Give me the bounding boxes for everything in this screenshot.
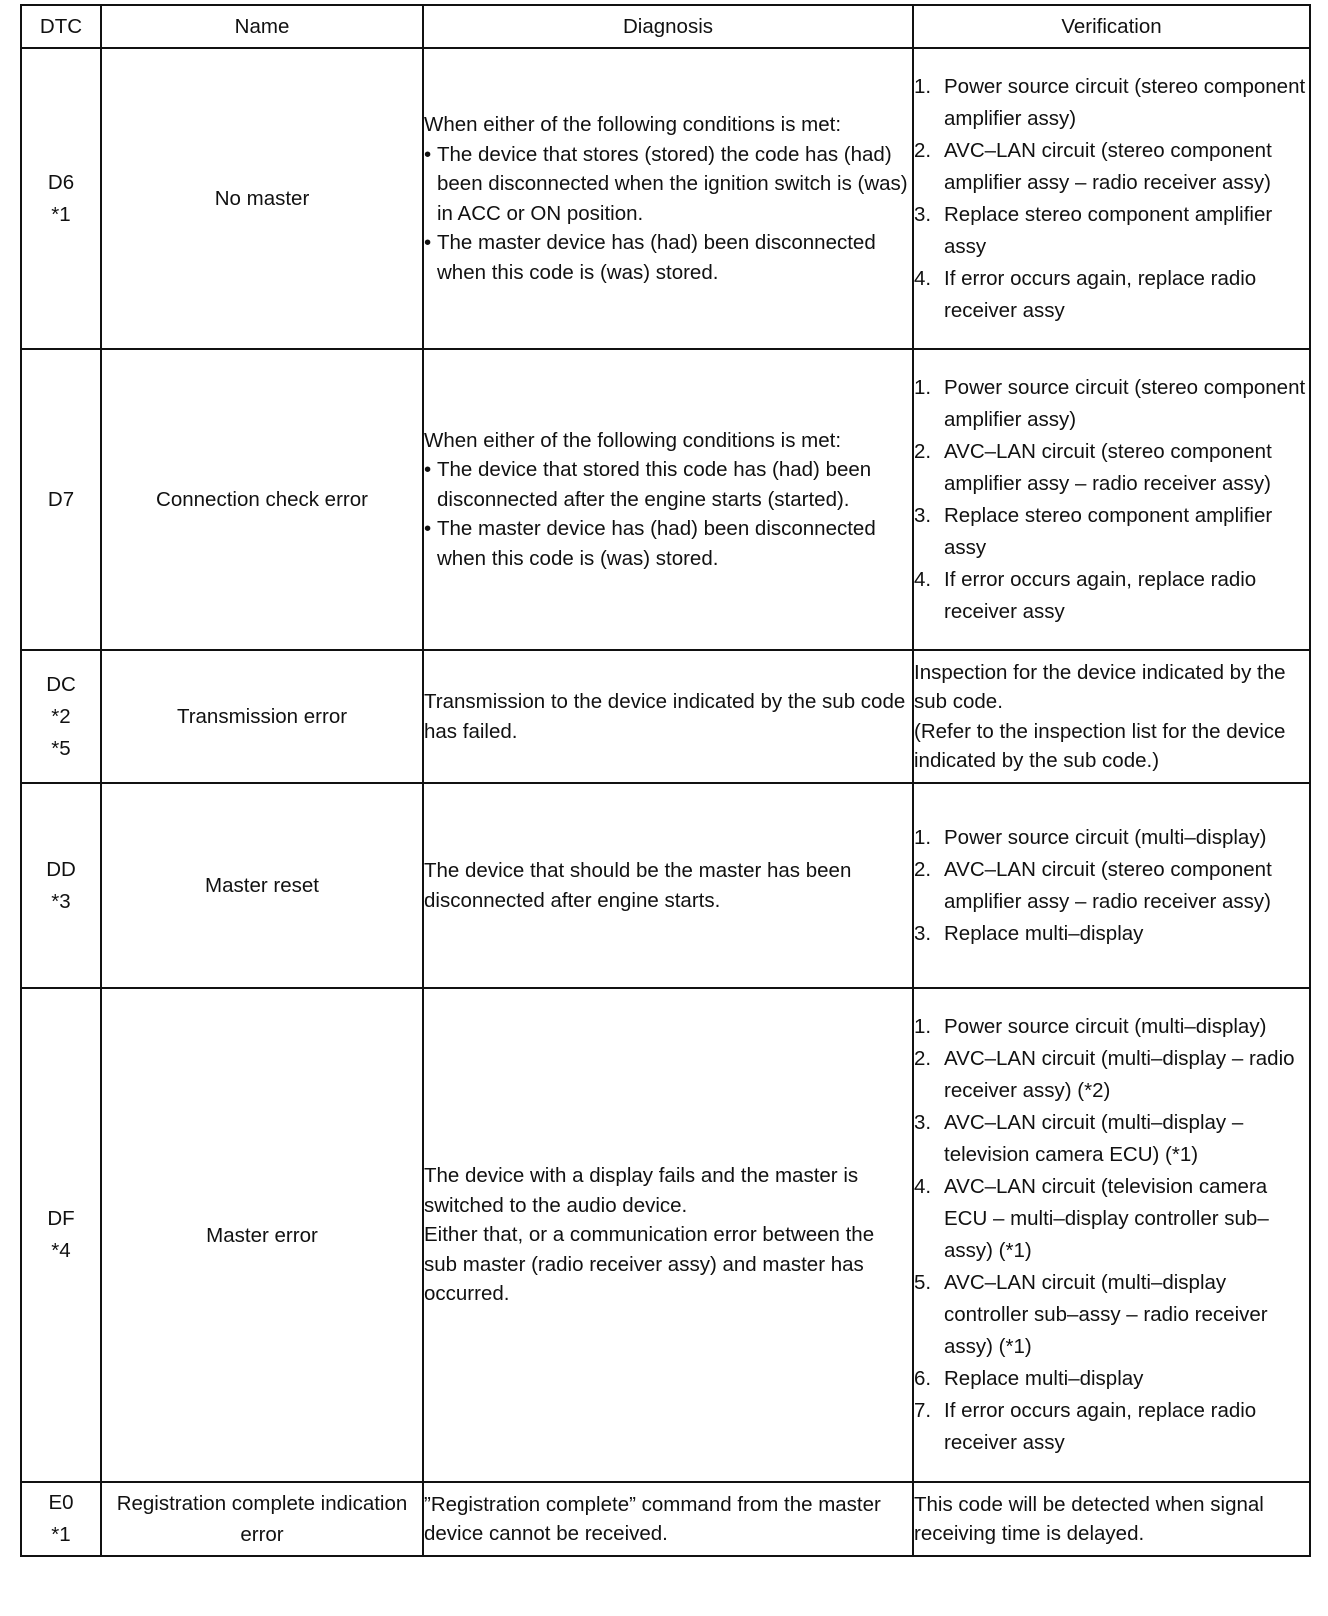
dtc-note: *3: [51, 889, 71, 913]
verification-step: 2. AVC–LAN circuit (stereo component amplifier assy – radio receiver assy): [914, 439, 1272, 495]
diagnosis-cell: [423, 349, 913, 650]
diagnosis-cell: [423, 1482, 913, 1556]
diagnosis-text: The device with a display fails and the master is switched to the audio device.: [424, 1164, 859, 1217]
diagnosis-bullet: • The device that stores (stored) the code has (had) been disconnected when the ignition switch is (was) in ACC or ON position.: [424, 140, 912, 229]
verification-cell: [913, 783, 1310, 988]
header-row: [21, 5, 1310, 48]
verification-text: This code will be detected when signal receiving time is delayed.: [914, 1492, 1264, 1545]
dtc-code: DD: [46, 857, 76, 881]
verification-cell: [913, 650, 1310, 783]
dtc-note: *1: [51, 202, 71, 226]
dtc-code-cell: [21, 349, 101, 650]
dtc-note: *2: [51, 704, 71, 728]
verification-step: 6. Replace multi–display: [914, 1367, 1144, 1390]
verification-step: 3. Replace multi–display: [914, 921, 1144, 945]
dtc-code-cell: [21, 1482, 101, 1556]
dtc-name: Transmission error: [101, 650, 423, 783]
dtc-code-cell: [21, 650, 101, 783]
verification-text: Inspection for the device indicated by the sub code.: [914, 660, 1286, 713]
verification-step: 1. Power source circuit (stereo component amplifier assy): [914, 74, 1306, 130]
diagnosis-cell: [423, 650, 913, 783]
verification-step: 1. Power source circuit (multi–display): [914, 1015, 1267, 1038]
verification-text: (Refer to the inspection list for the device indicated by the sub code.): [914, 719, 1286, 772]
dtc-code-cell: [21, 48, 101, 349]
verification-cell: [913, 1482, 1310, 1556]
dtc-name: Master reset: [101, 783, 423, 988]
verification-steps: [914, 71, 1309, 327]
verification-step: 2. AVC–LAN circuit (stereo component amplifier assy – radio receiver assy): [914, 857, 1272, 913]
dtc-code-cell: [21, 783, 101, 988]
verification-step: 5. AVC–LAN circuit (multi–display controller sub–assy – radio receiver assy) (*1): [914, 1271, 1268, 1358]
diagnosis-intro: When either of the following conditions is met:: [424, 113, 842, 136]
diagnosis-bullet: • The master device has (had) been disconnected when this code is (was) stored.: [424, 514, 912, 573]
dtc-name: No master: [101, 48, 423, 349]
diagnosis-text: ”Registration complete” command from the master device cannot be received.: [424, 1492, 881, 1545]
verification-step: 3. AVC–LAN circuit (multi–display – television camera ECU) (*1): [914, 1111, 1244, 1166]
verification-step: 2. AVC–LAN circuit (multi–display – radio receiver assy) (*2): [914, 1047, 1295, 1102]
table-row: [21, 349, 1310, 650]
verification-steps: [914, 1011, 1309, 1459]
verification-step: 4. If error occurs again, replace radio receiver assy: [914, 567, 1257, 623]
verification-step: 7. If error occurs again, replace radio receiver assy: [914, 1399, 1257, 1454]
table-row: [21, 783, 1310, 988]
dtc-name: Master error: [101, 988, 423, 1482]
dtc-name: Registration complete indication error: [101, 1482, 423, 1556]
header-diagnosis: Diagnosis: [423, 5, 913, 48]
dtc-note: *1: [51, 1523, 71, 1546]
verification-step: 2. AVC–LAN circuit (stereo component amplifier assy – radio receiver assy): [914, 138, 1272, 194]
verification-step: 3. Replace stereo component amplifier assy: [914, 202, 1273, 258]
diagnosis-cell: [423, 48, 913, 349]
verification-step: 3. Replace stereo component amplifier assy: [914, 503, 1273, 559]
dtc-name: Connection check error: [101, 349, 423, 650]
dtc-code: DC: [46, 672, 76, 696]
diagnosis-text: Transmission to the device indicated by the sub code has failed.: [424, 690, 906, 743]
verification-cell: [913, 349, 1310, 650]
verification-steps: [914, 822, 1309, 950]
verification-steps: [914, 372, 1309, 628]
table-row: [21, 48, 1310, 349]
verification-step: 1. Power source circuit (multi–display): [914, 825, 1267, 849]
dtc-note: *4: [51, 1239, 71, 1262]
dtc-note: *5: [51, 736, 71, 760]
dtc-code-cell: [21, 988, 101, 1482]
diagnosis-cell: [423, 988, 913, 1482]
table-row: [21, 650, 1310, 783]
diagnosis-intro: When either of the following conditions is met:: [424, 428, 842, 452]
table-row: [21, 988, 1310, 1482]
header-dtc: DTC: [21, 5, 101, 48]
header-verification: Verification: [913, 5, 1310, 48]
diagnosis-cell: [423, 783, 913, 988]
dtc-code: D7: [47, 487, 75, 511]
diagnosis-text: The device that should be the master has been disconnected after engine starts.: [424, 859, 852, 912]
dtc-code: E0: [48, 1491, 74, 1514]
verification-cell: [913, 988, 1310, 1482]
dtc-table: [20, 4, 1311, 1557]
verification-step: 4. If error occurs again, replace radio receiver assy: [914, 266, 1257, 322]
dtc-code: DF: [47, 1207, 75, 1230]
diagnosis-text: Either that, or a communication error between the sub master (radio receiver assy) and master has occurred.: [424, 1223, 875, 1306]
diagnosis-bullet: • The device that stored this code has (had) been disconnected after the engine starts (started).: [424, 455, 912, 514]
verification-cell: [913, 48, 1310, 349]
dtc-code: D6: [47, 170, 75, 194]
table-row: [21, 1482, 1310, 1556]
header-name: Name: [101, 5, 423, 48]
verification-step: 4. AVC–LAN circuit (television camera ECU – multi–display controller sub–assy) (*1): [914, 1175, 1269, 1262]
verification-step: 1. Power source circuit (stereo component amplifier assy): [914, 375, 1306, 431]
diagnosis-bullet: • The master device has (had) been disconnected when this code is (was) stored.: [424, 228, 912, 287]
